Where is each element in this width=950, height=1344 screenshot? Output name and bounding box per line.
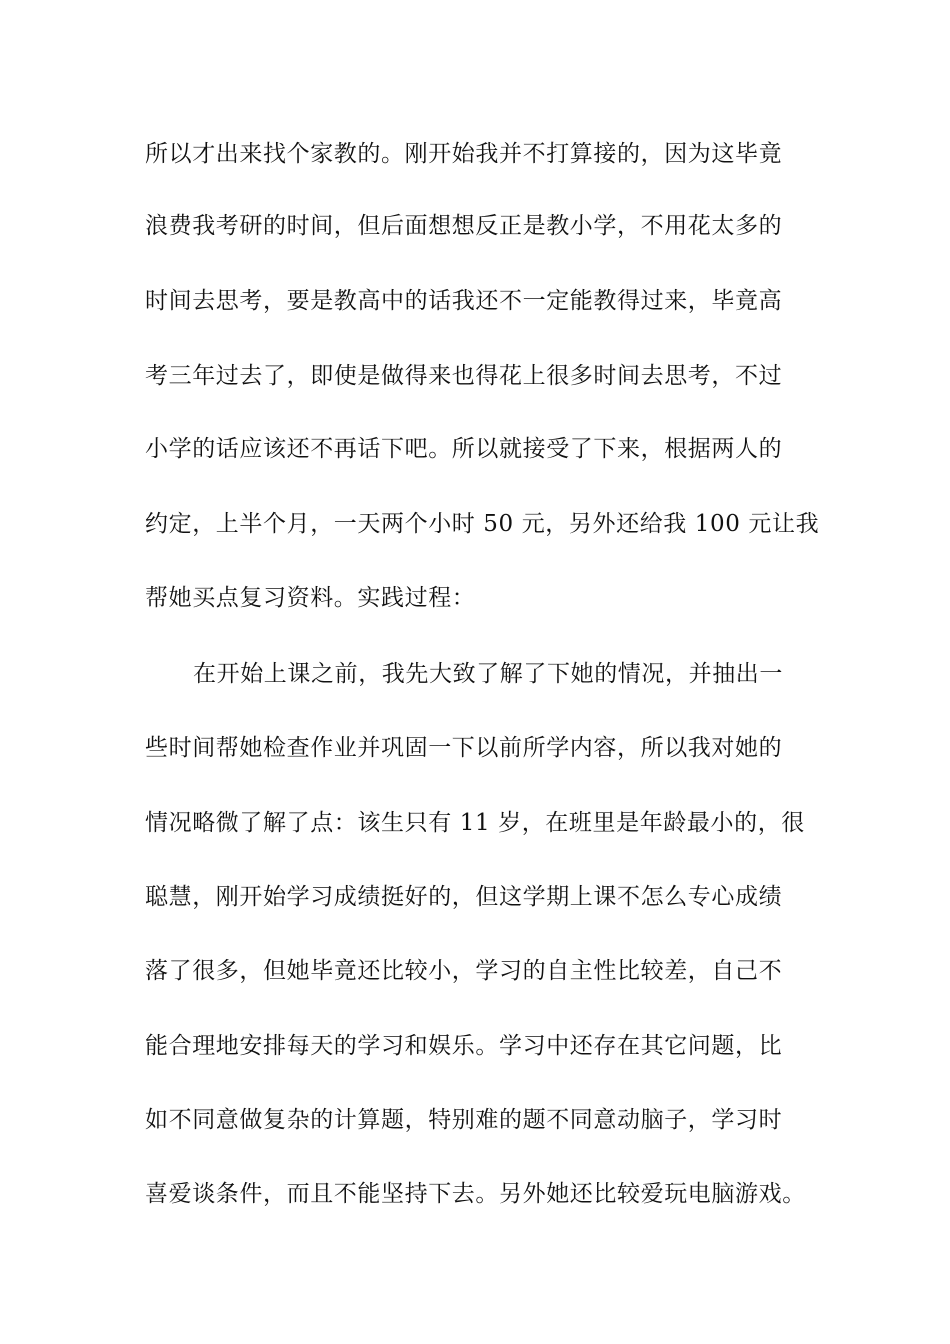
paragraph-2-first-line: 在开始上课之前，我先大致了解了下她的情况，并抽出一 bbox=[193, 661, 783, 687]
text-line-7: 帮她买点复习资料。实践过程： bbox=[145, 585, 476, 611]
text-line-5: 小学的话应该还不再话下吧。所以就接受了下来，根据两人的 bbox=[145, 436, 783, 462]
text-line-15: 喜爱谈条件，而且不能坚持下去。另外她还比较爱玩电脑游戏。 bbox=[145, 1181, 806, 1207]
text-line-2: 浪费我考研的时间，但后面想想反正是教小学，不用花太多的 bbox=[145, 213, 783, 239]
text-line-14: 如不同意做复杂的计算题，特别难的题不同意动脑子，学习时 bbox=[145, 1107, 783, 1133]
text-line-4: 考三年过去了，即使是做得来也得花上很多时间去思考，不过 bbox=[145, 363, 783, 389]
text-line-11: 聪慧，刚开始学习成绩挺好的，但这学期上课不怎么专心成绩 bbox=[145, 884, 783, 910]
text-line-3: 时间去思考，要是教高中的话我还不一定能教得过来，毕竟高 bbox=[145, 288, 783, 314]
text-line-12: 落了很多，但她毕竟还比较小，学习的自主性比较差，自己不 bbox=[145, 958, 783, 984]
text-line-1: 所以才出来找个家教的。刚开始我并不打算接的，因为这毕竟 bbox=[145, 141, 783, 167]
text-line-6: 约定，上半个月，一天两个小时 50 元，另外还给我 100 元让我 bbox=[145, 511, 820, 537]
text-line-13: 能合理地安排每天的学习和娱乐。学习中还存在其它问题，比 bbox=[145, 1033, 783, 1059]
text-line-9: 些时间帮她检查作业并巩固一下以前所学内容，所以我对她的 bbox=[145, 735, 783, 761]
text-line-10: 情况略微了解了点：该生只有 11 岁，在班里是年龄最小的，很 bbox=[145, 810, 805, 836]
